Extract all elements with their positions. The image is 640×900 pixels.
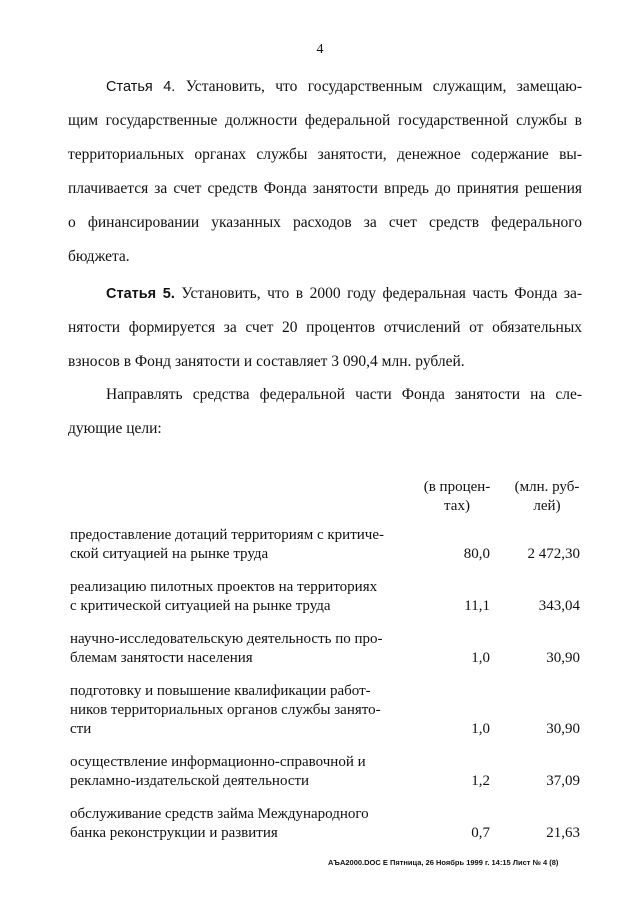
page-number: 4 — [316, 42, 324, 57]
table-row — [70, 682, 590, 739]
header-percent: (в процен- тах) — [423, 479, 491, 514]
row-description: обслуживание средств займа Международного банка реконструкции и развития — [70, 806, 369, 841]
header-million-rubles: (млн. руб- лей) — [514, 479, 580, 514]
directions-line-1: Направлять средства федеральной части Фонда занятости на сле- — [106, 386, 582, 403]
row-description: осуществление информационно-справочной и рекламно-издательской деятельности — [70, 754, 366, 789]
table-row — [70, 805, 590, 843]
article-4-line-1: Статья 4. Установить, что государственным служащим, замещаю- — [106, 78, 582, 95]
row-amount: 343,04 — [538, 598, 580, 614]
article-5-paragraph — [68, 277, 582, 379]
row-amount: 2 472,30 — [527, 546, 580, 562]
row-description: научно-исследовательскую деятельность по про- блемам занятости населения — [70, 631, 383, 666]
row-percent: 80,0 — [463, 546, 490, 562]
row-amount: 21,63 — [546, 825, 580, 841]
article-4-label: Статья 4. — [106, 79, 176, 95]
row-description: подготовку и повышение квалификации работ- ников территориальных органов службы занято- сти — [70, 683, 381, 737]
table-row — [70, 630, 590, 668]
row-description: реализацию пилотных проектов на территориях с критической ситуацией на рынке труда — [70, 579, 378, 614]
directions-line-2: дующие цели: — [68, 420, 162, 437]
article-5-line-1: Статья 5. Установить, что в 2000 году федеральная часть Фонда за- — [106, 285, 583, 302]
row-amount: 30,90 — [546, 721, 580, 737]
row-percent: 0,7 — [471, 825, 490, 841]
article-4-line-4: плачивается за счет средств Фонда занятости впредь до принятия решения — [68, 180, 582, 197]
article-4-line-2: щим государственные должности федеральной государственной службы в — [68, 112, 582, 129]
row-percent: 1,2 — [471, 773, 490, 789]
table-row — [70, 753, 590, 791]
article-5-line-2: нятости формируется за счет 20 процентов отчислений от обязательных — [68, 319, 582, 336]
article-4-paragraph — [68, 70, 582, 274]
row-amount: 30,90 — [546, 650, 580, 666]
row-percent: 1,0 — [471, 721, 490, 737]
directions-paragraph — [68, 378, 582, 446]
table-row — [70, 526, 590, 564]
article-4-line-3: территориальных органах службы занятости, денежное содержание вы- — [68, 146, 582, 163]
article-4-line-5: о финансировании указанных расходов за счет средств федерального — [68, 214, 582, 231]
allocation-table — [70, 478, 590, 857]
row-description: предоставление дотаций территориям с критиче- ской ситуацией на рынке труда — [70, 527, 384, 562]
table-row — [70, 578, 590, 616]
article-5-label: Статья 5. — [106, 286, 175, 302]
article-4-line-6: бюджета. — [68, 248, 130, 265]
row-percent: 11,1 — [464, 598, 490, 614]
table-header — [70, 478, 590, 526]
row-amount: 37,09 — [546, 773, 580, 789]
row-percent: 1,0 — [471, 650, 490, 666]
document-footer: АЪА2000.DOC Е Пятница, 26 Ноябрь 1999 г. 14:15 Лист № 4 (8) — [328, 858, 559, 867]
article-5-line-3: взносов в Фонд занятости и составляет 3 090,4 млн. рублей. — [68, 353, 465, 370]
